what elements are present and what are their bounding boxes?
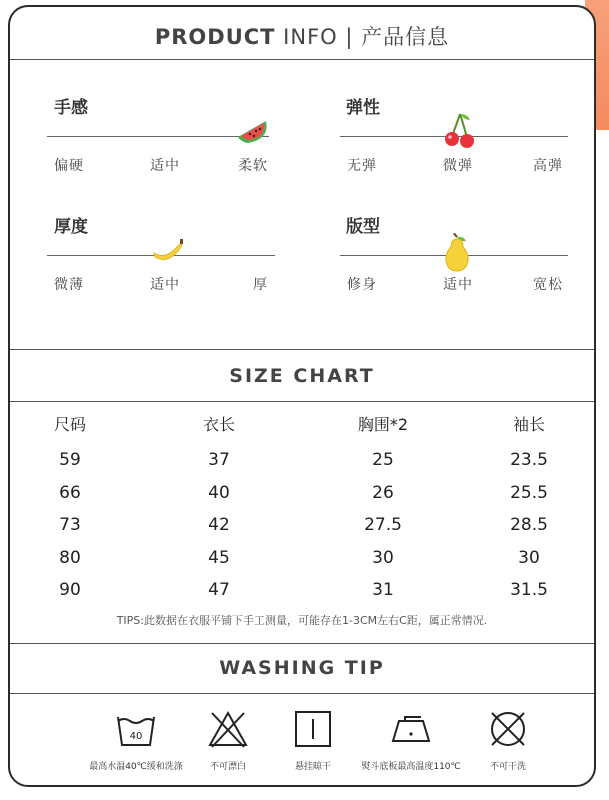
cherry-icon <box>442 112 478 150</box>
table-cell: 31 <box>372 580 394 600</box>
attr-level-fit-high: 宽松 <box>533 277 563 293</box>
washing-tip-title: WASHING TIP <box>219 657 385 679</box>
attr-level-elasticity-high: 高弹 <box>533 158 563 174</box>
attr-title-feel: 手感 <box>54 98 88 118</box>
table-cell: 25.5 <box>510 483 548 503</box>
attr-level-fit-low: 修身 <box>347 277 377 293</box>
attr-level-thickness-high: 厚 <box>253 277 268 293</box>
table-cell: 28.5 <box>510 515 548 535</box>
table-cell: 40 <box>208 483 230 503</box>
attr-title-elasticity: 弹性 <box>346 98 380 118</box>
no-bleach-icon <box>206 707 250 751</box>
table-cell: 26 <box>372 483 394 503</box>
table-row <box>10 580 594 612</box>
table-cell: 27.5 <box>364 515 402 535</box>
divider <box>10 401 594 402</box>
column-header: 尺码 <box>53 415 86 434</box>
attr-level-elasticity-mid: 微弹 <box>443 158 473 174</box>
table-row <box>10 548 594 580</box>
wash-label: 最高水温40℃缓和洗涤 <box>89 762 183 772</box>
iron-110-icon <box>389 707 433 751</box>
svg-text:40: 40 <box>129 731 143 742</box>
table-row <box>10 483 594 515</box>
column-header: 衣长 <box>202 415 235 434</box>
divider <box>10 693 594 694</box>
hang-dry-icon <box>291 707 335 751</box>
measurement-tips: TIPS:此数据在衣服平铺下手工测量，可能存在1-3CM左右C距，属正常情况. <box>116 614 488 627</box>
column-header: 胸围*2 <box>357 415 409 434</box>
wash-label: 不可漂白 <box>209 762 246 772</box>
table-row <box>10 450 594 482</box>
banana-icon <box>151 237 185 265</box>
table-header-row <box>10 412 594 444</box>
divider <box>10 349 594 350</box>
table-cell: 66 <box>59 483 81 503</box>
table-cell: 45 <box>208 548 230 568</box>
wash-label: 不可干洗 <box>489 762 526 772</box>
attr-level-thickness-mid: 适中 <box>150 277 180 293</box>
table-cell: 25 <box>372 450 394 470</box>
attr-level-elasticity-low: 无弹 <box>347 158 377 174</box>
info-card <box>8 5 596 787</box>
wash-40-icon <box>114 707 158 751</box>
table-cell: 30 <box>372 548 394 568</box>
table-cell: 30 <box>518 548 540 568</box>
attr-level-thickness-low: 微薄 <box>54 277 84 293</box>
divider <box>10 59 594 60</box>
attr-level-fit-mid: 适中 <box>443 277 473 293</box>
table-cell: 37 <box>208 450 230 470</box>
product-info-title: PRODUCT INFO | 产品信息 <box>154 25 450 49</box>
table-row <box>10 515 594 547</box>
table-cell: 42 <box>208 515 230 535</box>
wash-label: 悬挂晾干 <box>294 762 331 772</box>
table-cell: 31.5 <box>510 580 548 600</box>
no-dry-clean-icon <box>486 707 530 751</box>
attr-level-feel-high: 柔软 <box>238 158 268 174</box>
table-cell: 90 <box>59 580 81 600</box>
column-header: 袖长 <box>512 415 545 434</box>
attr-level-feel-mid: 适中 <box>150 158 180 174</box>
watermelon-icon <box>236 117 272 147</box>
divider <box>10 643 594 644</box>
wash-label: 熨斗底板最高温度110℃ <box>361 762 461 772</box>
attr-title-thickness: 厚度 <box>54 217 88 237</box>
table-cell: 23.5 <box>510 450 548 470</box>
attr-level-feel-low: 偏硬 <box>54 158 84 174</box>
table-cell: 59 <box>59 450 81 470</box>
size-chart-title: SIZE CHART <box>229 365 375 387</box>
table-cell: 47 <box>208 580 230 600</box>
pear-icon <box>440 233 474 273</box>
table-cell: 73 <box>59 515 81 535</box>
attr-title-fit: 版型 <box>346 217 380 237</box>
table-cell: 80 <box>59 548 81 568</box>
